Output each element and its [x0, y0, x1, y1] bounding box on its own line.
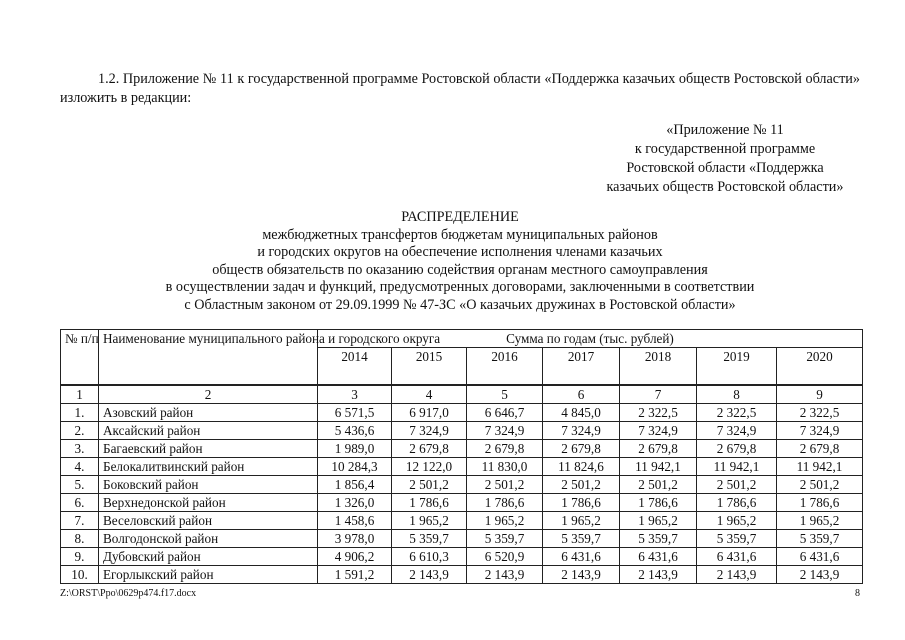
distribution-table	[60, 329, 863, 584]
amount-cell: 2 322,5	[777, 404, 863, 422]
amount-cell: 2 679,8	[697, 440, 777, 458]
amount-cell: 2 501,2	[467, 476, 543, 494]
amount-cell: 2 501,2	[620, 476, 697, 494]
row-number: 3.	[61, 440, 99, 458]
amount-cell: 2 143,9	[543, 566, 620, 584]
amount-cell: 2 143,9	[392, 566, 467, 584]
amount-cell: 7 324,9	[392, 422, 467, 440]
year-header: 2018	[620, 348, 697, 386]
district-name: Волгодонской район	[99, 530, 318, 548]
amount-cell: 6 431,6	[697, 548, 777, 566]
row-number: 6.	[61, 494, 99, 512]
column-index-row	[61, 385, 863, 404]
heading-line: обществ обязательств по оказанию содействия органам местного самоуправления	[212, 261, 708, 278]
footer-file-path: Z:\ORST\Ppo\0629p474.f17.docx	[60, 588, 197, 599]
amount-cell: 7 324,9	[777, 422, 863, 440]
col-header-name: Наименование муниципального района и городского округа	[99, 330, 318, 386]
table-row	[61, 530, 863, 548]
amount-cell: 3 978,0	[318, 530, 392, 548]
amount-cell: 4 906,2	[318, 548, 392, 566]
column-index: 4	[392, 385, 467, 404]
year-header: 2019	[697, 348, 777, 386]
row-number: 5.	[61, 476, 99, 494]
column-index: 5	[467, 385, 543, 404]
district-name: Дубовский район	[99, 548, 318, 566]
amount-cell: 6 431,6	[620, 548, 697, 566]
amount-cell: 1 786,6	[392, 494, 467, 512]
amount-cell: 7 324,9	[620, 422, 697, 440]
amount-cell: 2 501,2	[392, 476, 467, 494]
amount-cell: 6 646,7	[467, 404, 543, 422]
amount-cell: 1 965,2	[620, 512, 697, 530]
row-number: 9.	[61, 548, 99, 566]
row-number: 4.	[61, 458, 99, 476]
amount-cell: 1 786,6	[467, 494, 543, 512]
row-number: 2.	[61, 422, 99, 440]
amount-cell: 6 520,9	[467, 548, 543, 566]
amount-cell: 1 326,0	[318, 494, 392, 512]
amount-cell: 2 143,9	[697, 566, 777, 584]
row-number: 10.	[61, 566, 99, 584]
amount-cell: 2 501,2	[697, 476, 777, 494]
amount-cell: 1 989,0	[318, 440, 392, 458]
amount-cell: 10 284,3	[318, 458, 392, 476]
amount-cell: 2 143,9	[620, 566, 697, 584]
row-number: 8.	[61, 530, 99, 548]
district-name: Веселовский район	[99, 512, 318, 530]
amount-cell: 11 830,0	[467, 458, 543, 476]
amount-cell: 2 501,2	[543, 476, 620, 494]
amount-cell: 1 786,6	[620, 494, 697, 512]
amount-cell: 6 571,5	[318, 404, 392, 422]
amount-cell: 1 965,2	[467, 512, 543, 530]
amount-cell: 7 324,9	[697, 422, 777, 440]
amount-cell: 12 122,0	[392, 458, 467, 476]
amount-cell: 2 322,5	[697, 404, 777, 422]
district-name: Верхнедонской район	[99, 494, 318, 512]
district-name: Аксайский район	[99, 422, 318, 440]
amount-cell: 11 942,1	[777, 458, 863, 476]
amount-cell: 1 965,2	[697, 512, 777, 530]
heading-line: межбюджетных трансфертов бюджетам муниципальных районов	[262, 226, 658, 243]
heading-title: РАСПРЕДЕЛЕНИЕ	[401, 209, 519, 225]
table-row	[61, 566, 863, 584]
appendix-line: казачьих обществ Ростовской области»	[606, 179, 844, 195]
amount-cell: 2 322,5	[620, 404, 697, 422]
amount-cell: 6 431,6	[543, 548, 620, 566]
column-index: 2	[99, 385, 318, 404]
amount-cell: 1 786,6	[543, 494, 620, 512]
amount-cell: 5 359,7	[777, 530, 863, 548]
amount-cell: 2 679,8	[543, 440, 620, 458]
amount-cell: 2 501,2	[777, 476, 863, 494]
amount-cell: 11 824,6	[543, 458, 620, 476]
amount-cell: 7 324,9	[467, 422, 543, 440]
amount-cell: 1 965,2	[392, 512, 467, 530]
year-header: 2015	[392, 348, 467, 386]
appendix-line: «Приложение № 11	[666, 122, 784, 138]
amount-cell: 2 679,8	[777, 440, 863, 458]
appendix-header	[590, 121, 860, 197]
amount-cell: 2 679,8	[392, 440, 467, 458]
intro-paragraph: 1.2. Приложение № 11 к государственной программе Ростовской области «Поддержка казачьих обществ Ростовской области» изложить в редакции:	[60, 71, 860, 106]
year-header: 2014	[318, 348, 392, 386]
table-row	[61, 476, 863, 494]
year-header: 2017	[543, 348, 620, 386]
amount-cell: 1 965,2	[777, 512, 863, 530]
amount-cell: 4 845,0	[543, 404, 620, 422]
column-index: 8	[697, 385, 777, 404]
amount-cell: 1 591,2	[318, 566, 392, 584]
amount-cell: 5 436,6	[318, 422, 392, 440]
amount-cell: 11 942,1	[620, 458, 697, 476]
column-index: 3	[318, 385, 392, 404]
amount-cell: 5 359,7	[392, 530, 467, 548]
row-number: 7.	[61, 512, 99, 530]
row-number: 1.	[61, 404, 99, 422]
amount-cell: 11 942,1	[697, 458, 777, 476]
amount-cell: 1 965,2	[543, 512, 620, 530]
table-row	[61, 548, 863, 566]
amount-cell: 5 359,7	[543, 530, 620, 548]
table-row	[61, 458, 863, 476]
table-row	[61, 404, 863, 422]
district-name: Егорлыкский район	[99, 566, 318, 584]
document-heading	[60, 209, 860, 314]
column-index: 1	[61, 385, 99, 404]
appendix-line: к государственной программе	[634, 141, 816, 157]
table-row	[61, 422, 863, 440]
amount-cell: 6 610,3	[392, 548, 467, 566]
amount-cell: 2 679,8	[467, 440, 543, 458]
amount-cell: 5 359,7	[620, 530, 697, 548]
table-row	[61, 494, 863, 512]
amount-cell: 6 431,6	[777, 548, 863, 566]
table-row	[61, 440, 863, 458]
appendix-line: Ростовской области «Поддержка	[626, 160, 824, 176]
year-header: 2016	[467, 348, 543, 386]
amount-cell: 5 359,7	[467, 530, 543, 548]
col-header-number: № п/п	[61, 330, 99, 386]
district-name: Азовский район	[99, 404, 318, 422]
column-index: 7	[620, 385, 697, 404]
amount-cell: 7 324,9	[543, 422, 620, 440]
amount-cell: 1 856,4	[318, 476, 392, 494]
heading-line: и городских округов на обеспечение исполнения членами казачьих	[257, 244, 663, 260]
table-row	[61, 512, 863, 530]
amount-cell: 1 786,6	[777, 494, 863, 512]
year-header: 2020	[777, 348, 863, 386]
amount-cell: 2 679,8	[620, 440, 697, 458]
amount-cell: 1 786,6	[697, 494, 777, 512]
col-header-sum: Сумма по годам (тыс. рублей)	[318, 330, 863, 348]
amount-cell: 2 143,9	[777, 566, 863, 584]
district-name: Багаевский район	[99, 440, 318, 458]
amount-cell: 6 917,0	[392, 404, 467, 422]
column-index: 6	[543, 385, 620, 404]
district-name: Боковский район	[99, 476, 318, 494]
heading-line: в осуществлении задач и функций, предусмотренных договорами, заключенными в соответствии	[165, 279, 755, 295]
heading-line: с Областным законом от 29.09.1999 № 47-ЗС «О казачьих дружинах в Ростовской области»	[184, 296, 736, 313]
amount-cell: 5 359,7	[697, 530, 777, 548]
amount-cell: 1 458,6	[318, 512, 392, 530]
district-name: Белокалитвинский район	[99, 458, 318, 476]
column-index: 9	[777, 385, 863, 404]
page-number: 8	[855, 588, 860, 599]
amount-cell: 2 143,9	[467, 566, 543, 584]
